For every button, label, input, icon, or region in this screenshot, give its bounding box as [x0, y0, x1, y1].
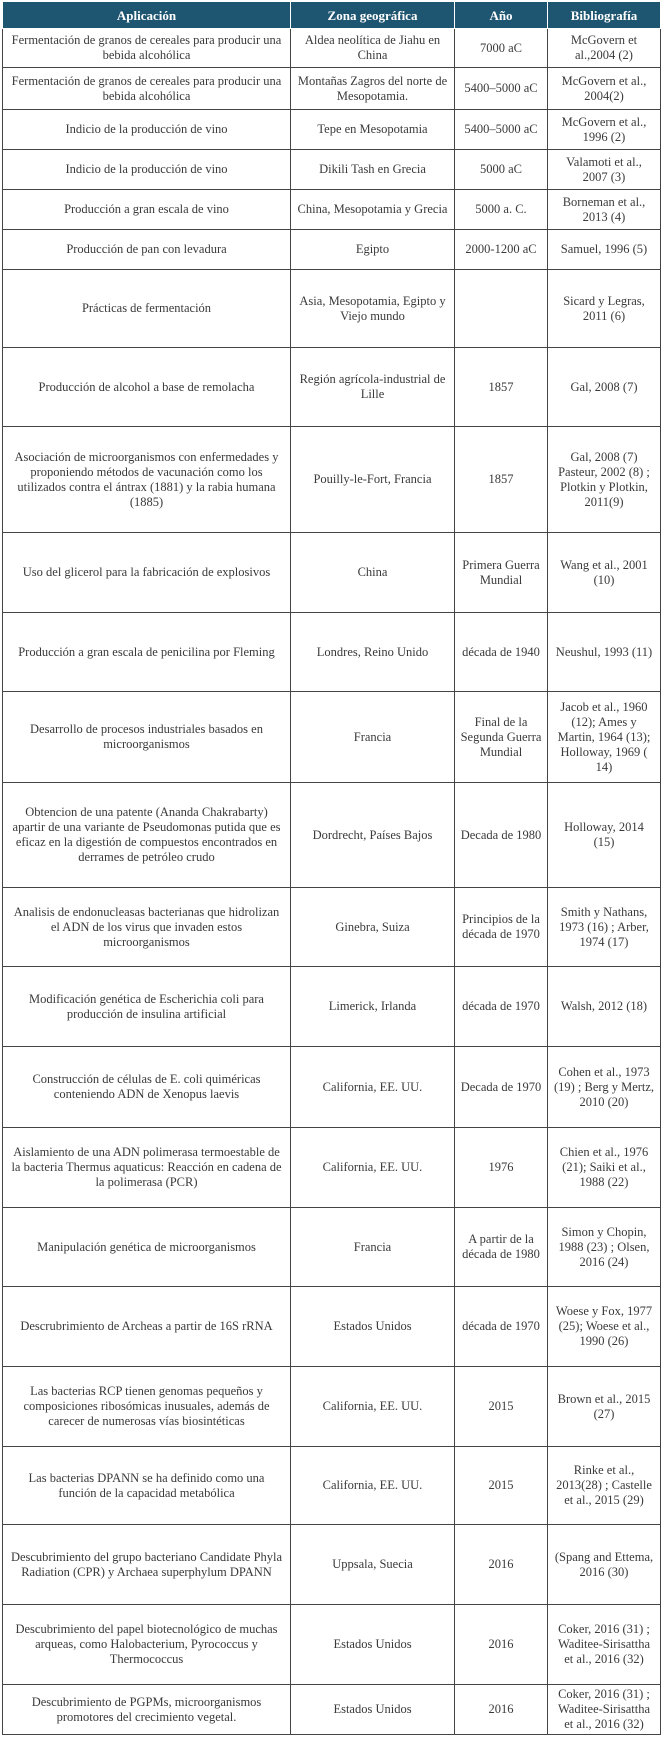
table-row [3, 1047, 661, 1128]
cell-bibliografia: Coker, 2016 (31) ; Waditee-Sirisattha et al., 2016 (32) [548, 1685, 661, 1735]
cell-aplicacion: Modificación genética de Escherichia coli para producción de insulina artificial [3, 967, 291, 1047]
cell-bibliografia: Brown et al., 2015 (27) [548, 1367, 661, 1447]
header-aplicacion: Aplicación [3, 2, 291, 29]
cell-zona-geografica: California, EE. UU. [291, 1367, 455, 1447]
cell-bibliografia: Rinke et al., 2013(28) ; Castelle et al., 2015 (29) [548, 1447, 661, 1525]
cell-bibliografia: Chien et al., 1976 (21); Saiki et al., 1988 (22) [548, 1128, 661, 1208]
cell-bibliografia: (Spang and Ettema, 2016 (30) [548, 1525, 661, 1605]
cell-zona-geografica: Estados Unidos [291, 1605, 455, 1685]
cell-ano [455, 270, 548, 348]
table-row [3, 1208, 661, 1287]
cell-aplicacion: Analisis de endonucleasas bacterianas que hidrolizan el ADN de los virus que invaden estos microorganismos [3, 888, 291, 967]
cell-bibliografia: Neushul, 1993 (11) [548, 613, 661, 692]
cell-aplicacion: Descubrimiento del grupo bacteriano Candidate Phyla Radiation (CPR) y Archaea superphylum DPANN [3, 1525, 291, 1605]
cell-zona-geografica: Tepe en Mesopotamia [291, 110, 455, 150]
applications-table [2, 2, 661, 1735]
cell-bibliografia: Gal, 2008 (7) Pasteur, 2002 (8) ; Plotkin y Plotkin, 2011(9) [548, 427, 661, 533]
cell-ano: década de 1970 [455, 1287, 548, 1367]
header-zona-geografica: Zona geográfica [291, 2, 455, 29]
cell-zona-geografica: Limerick, Irlanda [291, 967, 455, 1047]
cell-bibliografia: Coker, 2016 (31) ; Waditee-Sirisattha et al., 2016 (32) [548, 1605, 661, 1685]
table-row [3, 692, 661, 783]
cell-bibliografia: Smith y Nathans, 1973 (16) ; Arber, 1974 (17) [548, 888, 661, 967]
cell-zona-geografica: Londres, Reino Unido [291, 613, 455, 692]
cell-bibliografia: Gal, 2008 (7) [548, 348, 661, 427]
cell-zona-geografica: Montañas Zagros del norte de Mesopotamia. [291, 68, 455, 110]
cell-aplicacion: Prácticas de fermentación [3, 270, 291, 348]
table-row [3, 967, 661, 1047]
cell-bibliografia: McGovern et al., 2004(2) [548, 68, 661, 110]
cell-bibliografia: McGovern et al.,2004 (2) [548, 29, 661, 68]
cell-ano: Principios de la década de 1970 [455, 888, 548, 967]
table-header-row [3, 2, 661, 29]
cell-ano: 2015 [455, 1367, 548, 1447]
table-row [3, 613, 661, 692]
cell-ano: 5400–5000 aC [455, 68, 548, 110]
cell-aplicacion: Desarrollo de procesos industriales basados en microorganismos [3, 692, 291, 783]
cell-ano: década de 1970 [455, 967, 548, 1047]
cell-ano: 2016 [455, 1525, 548, 1605]
cell-bibliografia: Borneman et al., 2013 (4) [548, 190, 661, 230]
cell-aplicacion: Descubrimiento de PGPMs, microorganismos promotores del crecimiento vegetal. [3, 1685, 291, 1735]
cell-ano: 5000 aC [455, 150, 548, 190]
cell-bibliografia: Cohen et al., 1973 (19) ; Berg y Mertz, 2010 (20) [548, 1047, 661, 1128]
cell-aplicacion: Asociación de microorganismos con enfermedades y proponiendo métodos de vacunación como los utilizados contra el ántrax (1881) y la rabia humana (1885) [3, 427, 291, 533]
cell-aplicacion: Uso del glicerol para la fabricación de explosivos [3, 533, 291, 613]
cell-zona-geografica: Estados Unidos [291, 1685, 455, 1735]
table-row [3, 427, 661, 533]
cell-zona-geografica: China, Mesopotamia y Grecia [291, 190, 455, 230]
cell-bibliografia: McGovern et al., 1996 (2) [548, 110, 661, 150]
cell-zona-geografica: Pouilly-le-Fort, Francia [291, 427, 455, 533]
table-row [3, 888, 661, 967]
cell-aplicacion: Producción a gran escala de vino [3, 190, 291, 230]
cell-aplicacion: Las bacterias DPANN se ha definido como una función de la capacidad metabólica [3, 1447, 291, 1525]
cell-ano: 5400–5000 aC [455, 110, 548, 150]
cell-aplicacion: Indicio de la producción de vino [3, 150, 291, 190]
cell-aplicacion: Manipulación genética de microorganismos [3, 1208, 291, 1287]
cell-ano: 2015 [455, 1447, 548, 1525]
table-row [3, 68, 661, 110]
cell-aplicacion: Producción de alcohol a base de remolacha [3, 348, 291, 427]
table-row [3, 150, 661, 190]
table-row [3, 190, 661, 230]
table-row [3, 1287, 661, 1367]
cell-aplicacion: Construcción de células de E. coli quiméricas conteniendo ADN de Xenopus laevis [3, 1047, 291, 1128]
cell-bibliografia: Jacob et al., 1960 (12); Ames y Martin, 1964 (13); Holloway, 1969 ( 14) [548, 692, 661, 783]
header-bibliografia: Bibliografía [548, 2, 661, 29]
cell-aplicacion: Producción a gran escala de penicilina por Fleming [3, 613, 291, 692]
cell-zona-geografica: Uppsala, Suecia [291, 1525, 455, 1605]
cell-aplicacion: Descubrimiento del papel biotecnológico de muchas arqueas, como Halobacterium, Pyrococcus y Thermococcus [3, 1605, 291, 1685]
cell-zona-geografica: California, EE. UU. [291, 1447, 455, 1525]
cell-aplicacion: Obtencion de una patente (Ananda Chakrabarty) apartir de una variante de Pseudomonas putida que es eficaz en la digestión de compuestos encontrados en derrames de petróleo crudo [3, 783, 291, 888]
cell-zona-geografica: Región agrícola-industrial de Lille [291, 348, 455, 427]
table-row [3, 1447, 661, 1525]
cell-zona-geografica: Estados Unidos [291, 1287, 455, 1367]
cell-zona-geografica: Dordrecht, Países Bajos [291, 783, 455, 888]
cell-ano: 5000 a. C. [455, 190, 548, 230]
cell-zona-geografica: China [291, 533, 455, 613]
cell-zona-geografica: Asia, Mesopotamia, Egipto y Viejo mundo [291, 270, 455, 348]
cell-aplicacion: Producción de pan con levadura [3, 230, 291, 270]
cell-ano: 1857 [455, 427, 548, 533]
cell-ano: 1976 [455, 1128, 548, 1208]
cell-aplicacion: Fermentación de granos de cereales para producir una bebida alcohólica [3, 29, 291, 68]
cell-bibliografia: Walsh, 2012 (18) [548, 967, 661, 1047]
cell-bibliografia: Woese y Fox, 1977 (25); Woese et al., 1990 (26) [548, 1287, 661, 1367]
cell-zona-geografica: Ginebra, Suiza [291, 888, 455, 967]
table-row [3, 783, 661, 888]
cell-aplicacion: Fermentación de granos de cereales para producir una bebida alcohólica [3, 68, 291, 110]
cell-ano: 7000 aC [455, 29, 548, 68]
cell-ano: Decada de 1970 [455, 1047, 548, 1128]
cell-zona-geografica: Aldea neolítica de Jiahu en China [291, 29, 455, 68]
cell-bibliografia: Sicard y Legras, 2011 (6) [548, 270, 661, 348]
table-row [3, 533, 661, 613]
cell-ano: 2016 [455, 1685, 548, 1735]
table-row [3, 1605, 661, 1685]
table-row [3, 29, 661, 68]
cell-ano: década de 1940 [455, 613, 548, 692]
cell-bibliografia: Holloway, 2014 (15) [548, 783, 661, 888]
cell-ano: A partir de la década de 1980 [455, 1208, 548, 1287]
cell-ano: 1857 [455, 348, 548, 427]
cell-aplicacion: Indicio de la producción de vino [3, 110, 291, 150]
cell-bibliografia: Samuel, 1996 (5) [548, 230, 661, 270]
cell-aplicacion: Las bacterias RCP tienen genomas pequeños y composiciones ribosómicas inusuales, además de carecer de numerosas vías biosintéticas [3, 1367, 291, 1447]
cell-zona-geografica: California, EE. UU. [291, 1128, 455, 1208]
table-row [3, 1685, 661, 1735]
cell-aplicacion: Aislamiento de una ADN polimerasa termoestable de la bacteria Thermus aquaticus: Reacción en cadena de la polimerasa (PCR) [3, 1128, 291, 1208]
cell-bibliografia: Simon y Chopin, 1988 (23) ; Olsen, 2016 (24) [548, 1208, 661, 1287]
header-ano: Año [455, 2, 548, 29]
table-row [3, 1128, 661, 1208]
cell-zona-geografica: Francia [291, 692, 455, 783]
cell-aplicacion: Descrubrimiento de Archeas a partir de 16S rRNA [3, 1287, 291, 1367]
table-row [3, 1367, 661, 1447]
cell-ano: Primera Guerra Mundial [455, 533, 548, 613]
cell-ano: Final de la Segunda Guerra Mundial [455, 692, 548, 783]
cell-ano: Decada de 1980 [455, 783, 548, 888]
table-row [3, 230, 661, 270]
cell-zona-geografica: California, EE. UU. [291, 1047, 455, 1128]
table-row [3, 270, 661, 348]
table-row [3, 348, 661, 427]
table-row [3, 110, 661, 150]
cell-bibliografia: Valamoti et al., 2007 (3) [548, 150, 661, 190]
cell-zona-geografica: Egipto [291, 230, 455, 270]
cell-zona-geografica: Dikili Tash en Grecia [291, 150, 455, 190]
cell-bibliografia: Wang et al., 2001 (10) [548, 533, 661, 613]
cell-ano: 2016 [455, 1605, 548, 1685]
cell-ano: 2000-1200 aC [455, 230, 548, 270]
table-row [3, 1525, 661, 1605]
cell-zona-geografica: Francia [291, 1208, 455, 1287]
